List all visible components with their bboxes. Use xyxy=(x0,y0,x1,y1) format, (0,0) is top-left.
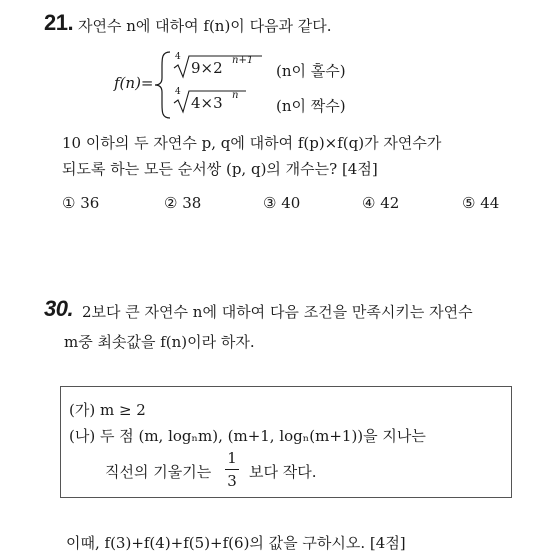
condition-b: (나) 두 점 (m, logₙm), (m+1, logₙ(m+1))을 지나는 xyxy=(69,427,426,445)
choice-4[interactable]: ④ 42 xyxy=(362,194,400,212)
fraction-denominator: 3 xyxy=(227,472,237,490)
condition-a: (가) m ≥ 2 xyxy=(69,401,146,419)
choice-5[interactable]: ⑤ 44 xyxy=(462,194,500,212)
fraction-bar xyxy=(225,469,239,470)
choice-2[interactable]: ② 38 xyxy=(164,194,202,212)
question-30-line1: 2보다 큰 자연수 n에 대하여 다음 조건을 만족시키는 자연수 xyxy=(82,303,473,321)
question-30-number: 30. xyxy=(44,296,74,321)
case2-condition: (n이 짝수) xyxy=(276,97,346,115)
condition-b-cont-pre: 직선의 기울기는 xyxy=(105,463,212,481)
condition-box xyxy=(60,386,512,498)
choice-3[interactable]: ③ 40 xyxy=(263,194,301,212)
question-30-final: 이때, f(3)+f(4)+f(5)+f(6)의 값을 구하시오. [4점] xyxy=(66,534,406,552)
condition-b-cont-post: 보다 작다. xyxy=(249,463,317,481)
case1-exponent: n+1 xyxy=(232,55,254,66)
case2-expression: 4×3 xyxy=(191,94,223,112)
question-21-line2: 되도록 하는 모든 순서쌍 (p, q)의 개수는? [4점] xyxy=(62,160,378,178)
root-index-1: 4 xyxy=(175,52,181,62)
case1-expression: 9×2 xyxy=(191,59,223,77)
function-label: f(n)= xyxy=(114,74,154,92)
fraction-one-third xyxy=(225,449,239,490)
root-index-2: 4 xyxy=(175,87,181,97)
question-21-line1: 10 이하의 두 자연수 p, q에 대하여 f(p)×f(q)가 자연수가 xyxy=(62,134,442,152)
question-30-line2: m중 최솟값을 f(n)이라 하자. xyxy=(64,333,255,351)
case1-condition: (n이 홀수) xyxy=(276,62,346,80)
question-21-stem: 자연수 n에 대하여 f(n)이 다음과 같다. xyxy=(78,17,332,35)
case-brace-icon xyxy=(152,50,174,120)
case2-exponent: n xyxy=(232,90,239,101)
choice-1[interactable]: ① 36 xyxy=(62,194,100,212)
question-21-number: 21. xyxy=(44,10,74,35)
fraction-numerator: 1 xyxy=(227,449,237,467)
